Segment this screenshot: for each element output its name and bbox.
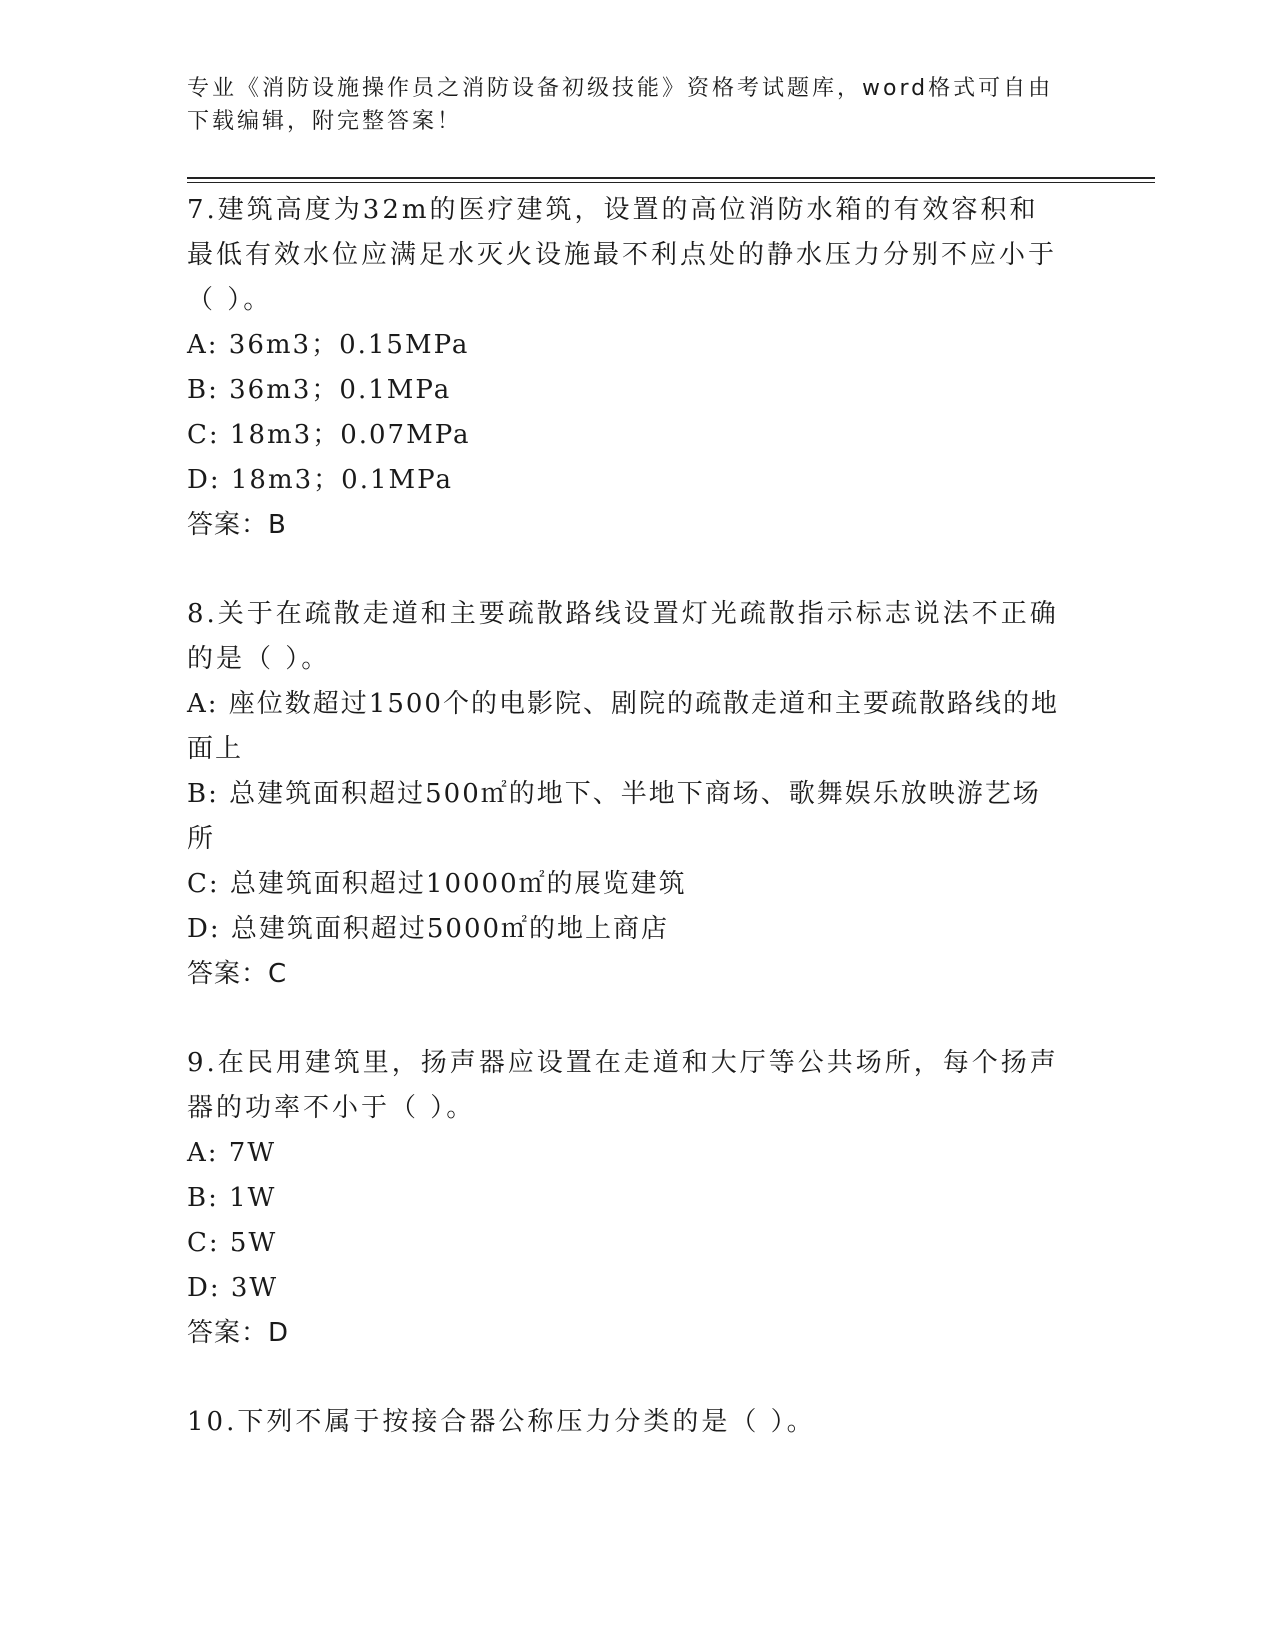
header-divider-thin	[187, 182, 1155, 183]
answer: 答案：D	[187, 1318, 290, 1348]
option-a: A: 7W	[187, 1138, 277, 1168]
option-b: B: 36m3；0.1MPa	[187, 375, 452, 405]
answer: 答案：C	[187, 959, 288, 989]
option-c: C: 18m3；0.07MPa	[187, 420, 471, 450]
question-list	[187, 188, 1067, 1489]
option-a: A: 座位数超过1500个的电影院、剧院的疏散走道和主要疏散路线的地面上	[187, 689, 1059, 764]
option-b: B: 总建筑面积超过500㎡的地下、半地下商场、歌舞娱乐放映游艺场所	[187, 779, 1041, 854]
answer: 答案：B	[187, 510, 287, 540]
option-c: C: 总建筑面积超过10000㎡的展览建筑	[187, 869, 687, 899]
question-9	[187, 1041, 1067, 1356]
question-stem: 8.关于在疏散走道和主要疏散路线设置灯光疏散指示标志说法不正确的是（ ）。	[187, 599, 1059, 674]
question-stem: 10.下列不属于按接合器公称压力分类的是（ ）。	[187, 1407, 816, 1437]
page-header: 专业《消防设施操作员之消防设备初级技能》资格考试题库，word格式可自由下载编辑，附完整答案！	[187, 76, 1054, 134]
question-8	[187, 592, 1067, 997]
question-10	[187, 1400, 1067, 1445]
header-divider-thick	[187, 177, 1155, 179]
question-7	[187, 188, 1067, 548]
option-d: D: 18m3；0.1MPa	[187, 465, 453, 495]
question-stem: 7.建筑高度为32m的医疗建筑，设置的高位消防水箱的有效容积和最低有效水位应满足水灭火设施最不利点处的静水压力分别不应小于（ ）。	[187, 195, 1058, 315]
option-b: B: 1W	[187, 1183, 277, 1213]
option-c: C: 5W	[187, 1228, 278, 1258]
option-d: D: 总建筑面积超过5000㎡的地上商店	[187, 914, 670, 944]
question-stem: 9.在民用建筑里，扬声器应设置在走道和大厅等公共场所，每个扬声器的功率不小于（ ）。	[187, 1048, 1059, 1123]
option-d: D: 3W	[187, 1273, 279, 1303]
option-a: A: 36m3；0.15MPa	[187, 330, 470, 360]
